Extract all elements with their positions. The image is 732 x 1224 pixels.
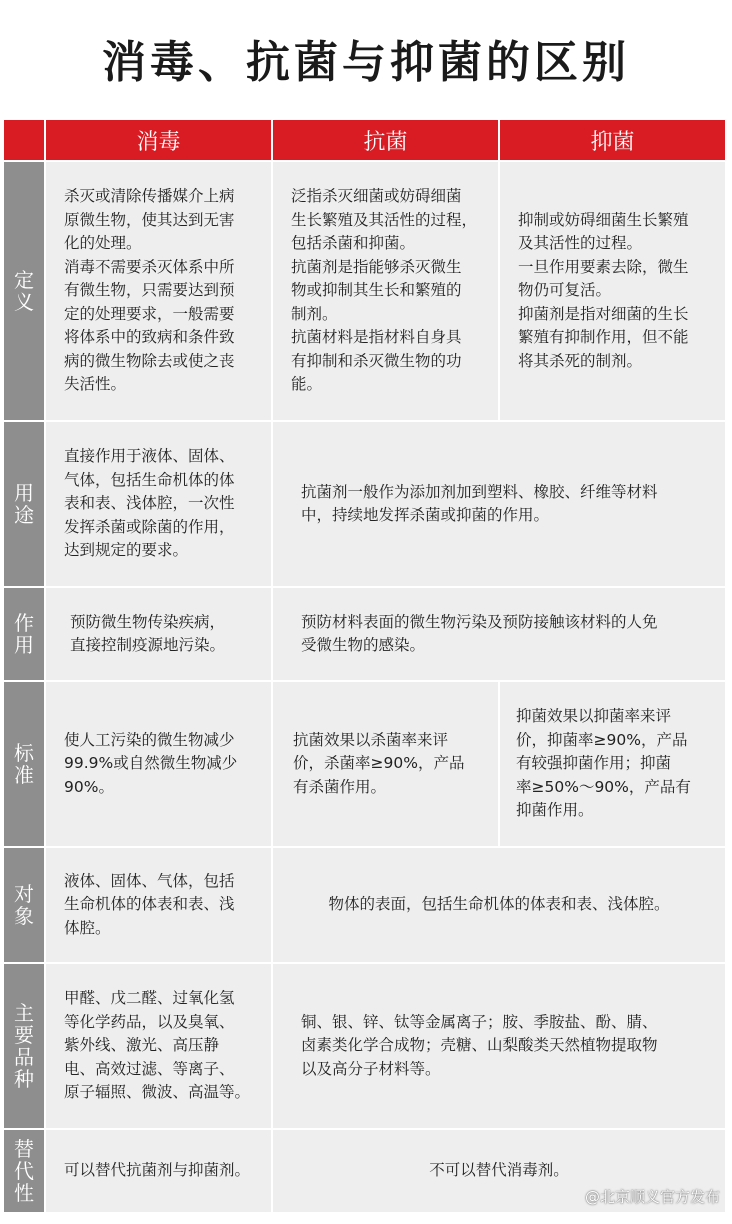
definition-disinfection-p2: 消毒不需要杀灭体系中所 有微生物，只需要达到预 定的处理要求，一般需要 将体系中的致病和条件致 病的微生物除去或使之丧 失活性。 [64, 257, 235, 394]
row-label-standard: 标准 [4, 682, 44, 846]
effect-disinfection-cell: 预防微生物传染疾病， 直接控制疫源地污染。 [46, 588, 271, 680]
target-disinfection-cell: 液体、固体、气体，包括 生命机体的体表和表、浅 体腔。 [46, 848, 271, 962]
effect-shared-cell: 预防材料表面的微生物污染及预防接触该材料的人免 受微生物的感染。 [273, 588, 725, 680]
substitution-disinfection-cell: 可以替代抗菌剂与抑菌剂。 [46, 1130, 271, 1212]
usage-shared-cell: 抗菌剂一般作为添加剂加到塑料、橡胶、纤维等材料 中，持续地发挥杀菌或抑菌的作用。 [273, 422, 725, 586]
definition-antibacterial-p1: 泛指杀灭细菌或妨碍细菌 生长繁殖及其活性的过程， 包括杀菌和抑菌。 [291, 187, 478, 253]
header-bacteriostatic: 抑菌 [500, 120, 725, 160]
header-antibacterial: 抗菌 [273, 120, 498, 160]
definition-antibacterial-cell [273, 162, 498, 420]
watermark: @北京顺义官方发布 [584, 1188, 720, 1206]
header-disinfection: 消毒 [46, 120, 271, 160]
varieties-shared-cell: 铜、银、锌、钛等金属离子；胺、季胺盐、酚、腈、 卤素类化学合成物；壳糖、山梨酸类天然植物提取物 以及高分子材料等。 [273, 964, 725, 1128]
page-title: 消毒、抗菌与抑菌的区别 [102, 37, 630, 88]
standard-bacteriostatic-cell: 抑菌效果以抑菌率来评 价，抑菌率≥90%，产品 有较强抑菌作用；抑菌 率≥50%～90%，产品有 抑菌作用。 [500, 682, 725, 846]
row-label-effect: 作用 [4, 588, 44, 680]
row-label-target: 对象 [4, 848, 44, 962]
row-label-usage: 用途 [4, 422, 44, 586]
definition-bacteriostatic-p1: 抑制或妨碍细菌生长繁殖 及其活性的过程。 [518, 210, 689, 253]
row-label-varieties: 主要品种 [4, 964, 44, 1128]
header-corner [4, 120, 44, 160]
definition-bacteriostatic-p2: 一旦作用要素去除，微生 物仍可复活。 [518, 257, 689, 300]
standard-antibacterial-cell: 抗菌效果以杀菌率来评 价，杀菌率≥90%，产品 有杀菌作用。 [273, 682, 498, 846]
usage-disinfection-cell: 直接作用于液体、固体、 气体，包括生命机体的体 表和表、浅体腔，一次性 发挥杀菌或除菌的作用， 达到规定的要求。 [46, 422, 271, 586]
varieties-disinfection-cell: 甲醛、戊二醛、过氧化氢 等化学药品，以及臭氧、 紫外线、激光、高压静 电、高效过滤、等离子、 原子辐照、微波、高温等。 [46, 964, 271, 1128]
row-label-substitution: 替代性 [4, 1130, 44, 1212]
definition-bacteriostatic-p3: 抑菌剂是指对细菌的生长 繁殖有抑制作用，但不能 将其杀死的制剂。 [518, 304, 689, 370]
definition-antibacterial-p2: 抗菌剂是指能够杀灭微生 物或抑制其生长和繁殖的 制剂。 [291, 257, 462, 323]
target-shared-cell: 物体的表面，包括生命机体的体表和表、浅体腔。 [273, 848, 725, 962]
definition-disinfection-p1: 杀灭或清除传播媒介上病 原微生物，使其达到无害 化的处理。 [64, 187, 235, 253]
definition-antibacterial-p3: 抗菌材料是指材料自身具 有抑制和杀灭微生物的功 能。 [291, 328, 462, 394]
standard-disinfection-cell: 使人工污染的微生物减少 99.9%或自然微生物减少 90%。 [46, 682, 271, 846]
definition-bacteriostatic-cell [500, 162, 725, 420]
row-label-definition: 定义 [4, 162, 44, 420]
definition-disinfection-cell [46, 162, 271, 420]
substitution-shared-cell: 不可以替代消毒剂。 [273, 1130, 725, 1212]
